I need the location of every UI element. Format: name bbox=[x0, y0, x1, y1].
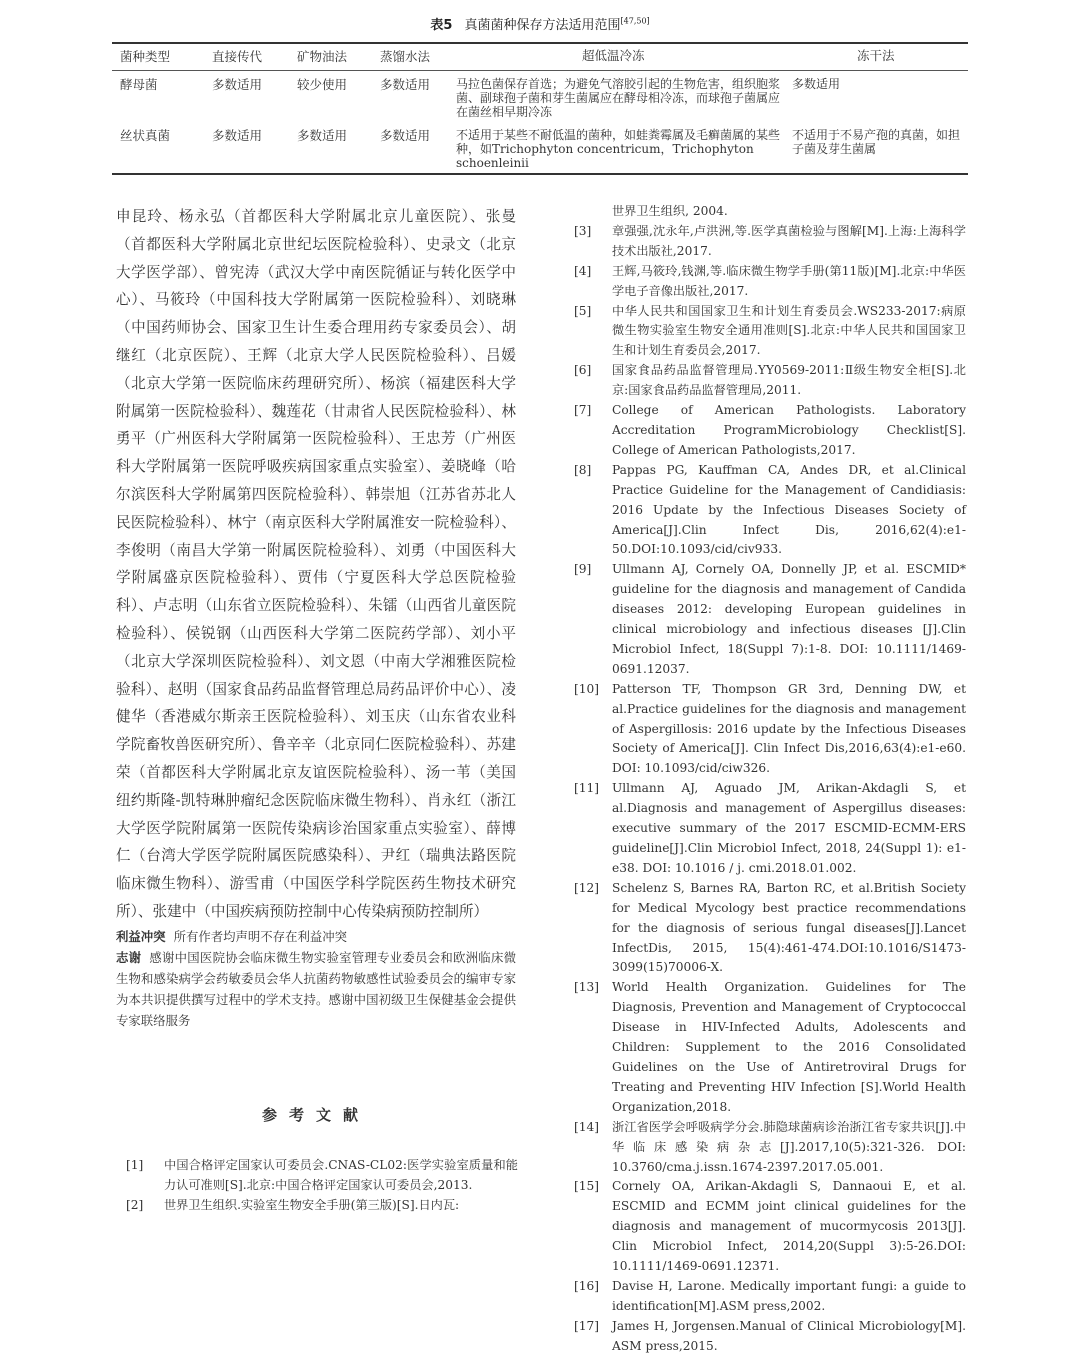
reference-text: Ullmann AJ, Aguado JM, Arikan-Akdagli S, et al.Diagnosis and management of Aspergillus diseases: executive summary of the 2017 ESCMID-ECMM-ERS guideline[J].Clin Microbiol Infect, 2018, 24(Suppl 1): e1-e38. DOI: 10.1016 / j. cmi.2018.01.002. bbox=[612, 781, 966, 875]
left-column bbox=[116, 203, 516, 1031]
reference-number: [8] bbox=[574, 462, 592, 477]
reference-item bbox=[574, 560, 966, 679]
table-row bbox=[112, 122, 968, 173]
reference-item bbox=[574, 1317, 966, 1357]
table-header-cell: 直接传代 bbox=[212, 49, 263, 64]
table-cell: 多数适用 bbox=[380, 77, 431, 92]
reference-item bbox=[574, 1118, 966, 1178]
references-left bbox=[126, 1156, 518, 1216]
table-header-cell: 蒸馏水法 bbox=[380, 49, 431, 64]
reference-item bbox=[574, 680, 966, 780]
reference-item bbox=[574, 1277, 966, 1317]
reference-item bbox=[574, 461, 966, 561]
table-row bbox=[112, 71, 968, 122]
reference-number: [4] bbox=[574, 263, 592, 278]
reference-number: [14] bbox=[574, 1119, 600, 1134]
reference-text: World Health Organization. Guidelines for The Diagnosis, Prevention and Management of Cryptococcal Disease in HIV-Infected Adults, Adolescents and Children: Supplement to the 2016 Consolidated Guidelines on the Use of Antiretroviral Drugs for Treating and Preventing HIV Infection [S].World Health Organization,2018. bbox=[612, 980, 966, 1114]
table-cell: 多数适用 bbox=[212, 77, 263, 92]
reference-number: [11] bbox=[574, 781, 600, 796]
reference-text: College of American Pathologists. Laboratory Accreditation ProgramMicrobiology Checklist[S]. College of American Pathologists,2017. bbox=[612, 403, 966, 457]
table-header-cell: 超低温冷冻 bbox=[582, 48, 645, 63]
reference-text: Patterson TF, Thompson GR 3rd, Denning DW, et al.Practice guidelines for the diagnosis and management of Aspergillosis: 2016 update by the Infectious Diseases Society of America[J]. Clin Infect Dis,2016,63(4):e1-e60. DOI: 10.1093/cid/ciw326. bbox=[612, 681, 966, 776]
table-header-cell: 菌种类型 bbox=[120, 49, 171, 64]
reference-item bbox=[574, 401, 966, 461]
acknowledgement-text: 感谢中国医院协会临床微生物实验室管理专业委员会和欧洲临床微生物和感染病学会药敏委员会华人抗菌药物敏感性试验委员会的编审专家为本共识提供撰写过程中的学术支持。感谢中国初级卫生保健基金会提供专家联络服务 bbox=[116, 949, 517, 1028]
acknowledgement-label: 志谢 bbox=[116, 949, 142, 965]
reference-text: 国家食品药品监督管理局.YY0569-2011:Ⅱ级生物安全柜[S].北京:国家食品药品监督管理局,2011. bbox=[612, 363, 966, 398]
table-header-cell: 冻干法 bbox=[857, 48, 895, 63]
conflict-text: 所有作者均声明不存在利益冲突 bbox=[173, 928, 348, 944]
table-caption-ref: [47,50] bbox=[620, 16, 650, 26]
reference-text: 浙江省医学会呼吸病学分会.肺隐球菌病诊治浙江省专家共识[J].中华临床感染病杂志[J].2017,10(5):321-326. DOI: 10.3760/cma.j.issn.1674-2397.2017.05.001. bbox=[612, 1119, 966, 1174]
references-right bbox=[574, 202, 966, 1357]
reference-number: [6] bbox=[574, 363, 592, 378]
reference-number: [10] bbox=[574, 681, 600, 696]
reference-item bbox=[574, 361, 966, 401]
table-cell: 多数适用 bbox=[380, 128, 431, 143]
reference-item bbox=[574, 1177, 966, 1277]
reference-text: 中国合格评定国家认可委员会.CNAS-CL02:医学实验室质量和能力认可准则[S].北京:中国合格评定国家认可委员会,2013. bbox=[164, 1158, 518, 1192]
reference-text: 世界卫生组织.实验室生物安全手册(第三版)[S].日内瓦: bbox=[164, 1197, 460, 1212]
conflict-of-interest bbox=[116, 926, 516, 947]
table-caption-text: 真菌菌种保存方法适用范围 bbox=[464, 18, 621, 33]
reference-number: [13] bbox=[574, 980, 600, 995]
table-caption bbox=[0, 14, 1080, 33]
reference-item bbox=[574, 978, 966, 1117]
table-cell: 不适用于某些不耐低温的菌种，如蛙粪霉属及毛癣菌属的某些种，如Trichophyton concentricum，Trichophyton schoenleinii bbox=[456, 128, 781, 170]
reference-continuation: 世界卫生组织, 2004. bbox=[612, 204, 728, 218]
references-heading: 参考文献 bbox=[261, 1106, 370, 1124]
reference-number: [1] bbox=[126, 1158, 144, 1172]
table-cell: 酵母菌 bbox=[120, 77, 158, 92]
reference-text: James H, Jorgensen.Manual of Clinical Microbiology[M]. ASM press,2015. bbox=[612, 1318, 966, 1353]
reference-item bbox=[574, 879, 966, 979]
reference-number: [3] bbox=[574, 223, 592, 238]
table-cell: 多数适用 bbox=[212, 128, 263, 143]
table-header-cell: 矿物油法 bbox=[297, 49, 348, 64]
reference-number: [2] bbox=[126, 1197, 144, 1212]
reference-item bbox=[574, 302, 966, 362]
table-cell: 马拉色菌保存首选；为避免气溶胶引起的生物危害，组织胞浆菌、副球孢子菌和芽生菌属应在酵母相冷冻，而球孢子菌属应在菌丝相早期冷冻 bbox=[456, 77, 781, 119]
table-cell: 不适用于不易产孢的真菌，如担子菌及芽生菌属 bbox=[792, 128, 961, 156]
reference-text: Cornely OA, Arikan-Akdagli S, Dannaoui E, et al. ESCMID and ECMM joint clinical guidelines for the diagnosis and management of mucormycosis 2013[J]. Clin Microbiol Infect, 2014,20(Suppl 3):5-26.DOI: 10.1111/1469-0691.12371. bbox=[612, 1179, 966, 1274]
table-cell: 多数适用 bbox=[297, 128, 348, 143]
reference-text: Schelenz S, Barnes RA, Barton RC, et al.British Society for Medical Mycology best practice recommendations for the diagnosis of serious fungal diseases[J].Lancet InfectDis, 2015, 15(4):461-474.DOI:10.1016/S1473-3099(15)70006-X. bbox=[612, 880, 966, 975]
table-header-row bbox=[112, 44, 968, 71]
reference-item bbox=[574, 779, 966, 879]
reference-item bbox=[126, 1156, 518, 1196]
reference-number: [16] bbox=[574, 1278, 600, 1293]
table-cell: 丝状真菌 bbox=[120, 128, 171, 143]
reference-text: Ullmann AJ, Cornely OA, Donnelly JP, et al. ESCMID* guideline for the diagnosis and management of Candida diseases 2012: developing European guidelines in clinical microbiology and infectious diseases [J].Clin Microbiol Infect, 18(Suppl 7):1-8. DOI: 10.1111/1469-0691.12037. bbox=[612, 562, 966, 676]
reference-number: [5] bbox=[574, 303, 592, 318]
preservation-methods-table bbox=[112, 42, 968, 175]
table-cell: 多数适用 bbox=[792, 77, 841, 91]
table-caption-label: 表5 bbox=[430, 18, 453, 33]
reference-number: [15] bbox=[574, 1179, 600, 1194]
reference-text: Davise H, Larone. Medically important fungi: a guide to identification[M].ASM press,2002. bbox=[612, 1278, 966, 1313]
reference-item bbox=[126, 1196, 518, 1216]
reference-text: Pappas PG, Kauffman CA, Andes DR, et al.Clinical Practice Guideline for the Management of Candidiasis: 2016 Update by the Infectious Diseases Society of America[J].Clin Infect Dis, 2016,62(4):e1-50.DOI:10.1093/cid/civ933. bbox=[612, 462, 966, 557]
reference-text: 王辉,马筱玲,钱渊,等.临床微生物学手册(第11版)[M].北京:中华医学电子音像出版社,2017. bbox=[612, 263, 966, 298]
reference-number: [12] bbox=[574, 880, 600, 895]
author-list: 申昆玲、杨永弘（首都医科大学附属北京儿童医院）、张曼（首都医科大学附属北京世纪坛医院检验科）、史录文（北京大学医学部）、曾宪涛（武汉大学中南医院循证与转化医学中心）、马筱玲（中国科技大学附属第一医院检验科）、刘晓琳（中国药师协会、国家卫生计生委合理用药专家委员会）、胡继红（北京医院）、王辉（北京大学人民医院检验科）、吕媛（北京大学第一医院临床药理研究所）、杨滨（福建医科大学附属第一医院检验科）、魏莲花（甘肃省人民医院检验科）、林勇平（广州医科大学附属第一医院检验科）、王忠芳（广州医科大学附属第一医院呼吸疾病国家重点实验室）、姜晓峰（哈尔滨医科大学附属第四医院检验科）、韩崇旭（江苏省苏北人民医院检验科）、林宁（南京医科大学附属淮安一院检验科）、李俊明（南昌大学第一附属医院检验科）、刘勇（中国医科大学附属盛京医院检验科）、贾伟（宁夏医科大学总医院检验科）、卢志明（山东省立医院检验科）、朱镭（山西省儿童医院检验科）、侯锐钢（山西医科大学第二医院药学部）、刘小平（北京大学深圳医院检验科）、刘文恩（中南大学湘雅医院检验科）、赵明（国家食品药品监督管理总局药品评价中心）、凌健华（香港威尔斯亲王医院检验科）、刘玉庆（山东省农业科学院畜牧兽医研究所）、鲁辛辛（北京同仁医院检验科）、苏建荣（首都医科大学附属北京友谊医院检验科）、汤一苇（美国纽约斯隆-凯特琳肿瘤纪念医院临床微生物科）、肖永红（浙江大学医学院附属第一医院传染病诊治国家重点实验室）、薛博仁（台湾大学医学院附属医院感染科）、尹红（瑞典法路医院临床微生物科）、游雪甫（中国医学科学院医药生物技术研究所）、张建中（中国疾病预防控制中心传染病预防控制所） bbox=[116, 208, 516, 920]
reference-number: [9] bbox=[574, 562, 592, 577]
reference-text: 中华人民共和国国家卫生和计划生育委员会.WS233-2017:病原微生物实验室生物安全通用准则[S].北京:中华人民共和国国家卫生和计划生育委员会,2017. bbox=[612, 303, 966, 358]
table-cell: 较少使用 bbox=[297, 77, 348, 92]
reference-number: [17] bbox=[574, 1318, 600, 1333]
acknowledgement bbox=[116, 947, 516, 1031]
reference-number: [7] bbox=[574, 403, 592, 418]
conflict-label: 利益冲突 bbox=[116, 928, 166, 944]
reference-text: 章强强,沈永年,卢洪洲,等.医学真菌检验与图解[M].上海:上海科学技术出版社,2017. bbox=[612, 223, 966, 258]
reference-item bbox=[574, 222, 966, 262]
reference-item bbox=[574, 262, 966, 302]
